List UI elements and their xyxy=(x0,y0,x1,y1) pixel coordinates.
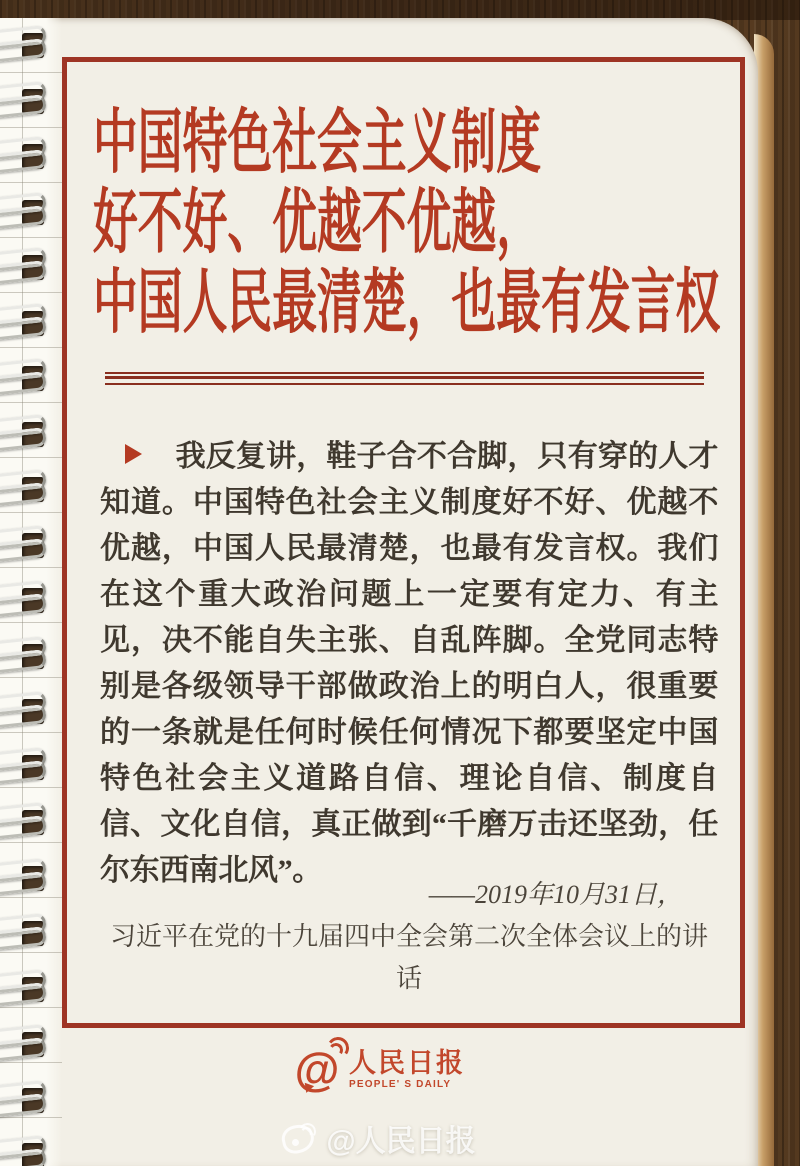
binder-ring xyxy=(0,528,50,562)
binder-ring xyxy=(0,916,50,950)
binder-ring xyxy=(0,417,50,451)
title-line-3: 中国人民最清楚，也最有发言权 xyxy=(93,263,721,341)
title-divider xyxy=(105,372,704,385)
binder-ring xyxy=(0,139,50,173)
binder-ring xyxy=(0,472,50,506)
binder-ring xyxy=(0,583,50,617)
quote-text: 我反复讲，鞋子合不合脚，只有穿的人才知道。中国特色社会主义制度好不好、优越不优越，中国人民最清楚，也最有发言权。我们在这个重大政治问题上一定要有定力、有主见，决不能自失主张、自乱阵脚。全党同志特别是各级领导干部做政治上的明白人，很重要的一条就是任何时候任何情况下都要坚定中国特色社会主义道路自信、理论自信、制度自信、文化自信，真正做到“千磨万击还坚劲，任尔东西南北风”。 xyxy=(100,440,718,887)
at-megaphone-icon xyxy=(293,1045,341,1093)
watermark-text: @人民日报 xyxy=(326,1125,476,1158)
attribution-date: ——2019年10月31日， xyxy=(428,880,683,909)
attribution-source: 习近平在党的十九届四中全会第二次全体会议上的讲话 xyxy=(109,922,708,993)
binder-ring xyxy=(0,805,50,839)
binder-ring xyxy=(0,250,50,284)
page-title xyxy=(93,102,800,342)
at-symbol: @ xyxy=(294,1043,340,1095)
binder-ring xyxy=(0,195,50,229)
binder-ring xyxy=(0,306,50,340)
weibo-watermark xyxy=(0,1116,758,1160)
peoples-daily-logo xyxy=(0,1045,758,1093)
logo-text xyxy=(349,1049,465,1090)
title-line-2: 好不好、优越不优越， xyxy=(93,183,541,261)
wood-top-strip xyxy=(0,0,800,20)
binder-ring xyxy=(0,694,50,728)
weibo-icon xyxy=(282,1123,316,1153)
logo-name-en: PEOPLE' S DAILY xyxy=(349,1078,452,1090)
spiral-binding xyxy=(0,0,62,1166)
binder-ring xyxy=(0,1027,50,1061)
binder-ring xyxy=(0,1083,50,1117)
binder-ring xyxy=(0,1138,50,1166)
binder-ring xyxy=(0,972,50,1006)
notebook-paper xyxy=(0,18,758,1166)
binder-ring xyxy=(0,750,50,784)
binder-ring xyxy=(0,361,50,395)
quote-paragraph xyxy=(100,434,718,894)
red-frame xyxy=(62,57,745,1028)
title-line-1: 中国特色社会主义制度 xyxy=(93,103,541,181)
logo-name-cn: 人民日报 xyxy=(349,1047,465,1078)
binder-ring xyxy=(0,861,50,895)
attribution xyxy=(100,874,718,1000)
triangle-bullet-icon xyxy=(125,444,142,464)
binder-ring xyxy=(0,84,50,118)
binder-ring xyxy=(0,639,50,673)
binder-ring xyxy=(0,28,50,62)
